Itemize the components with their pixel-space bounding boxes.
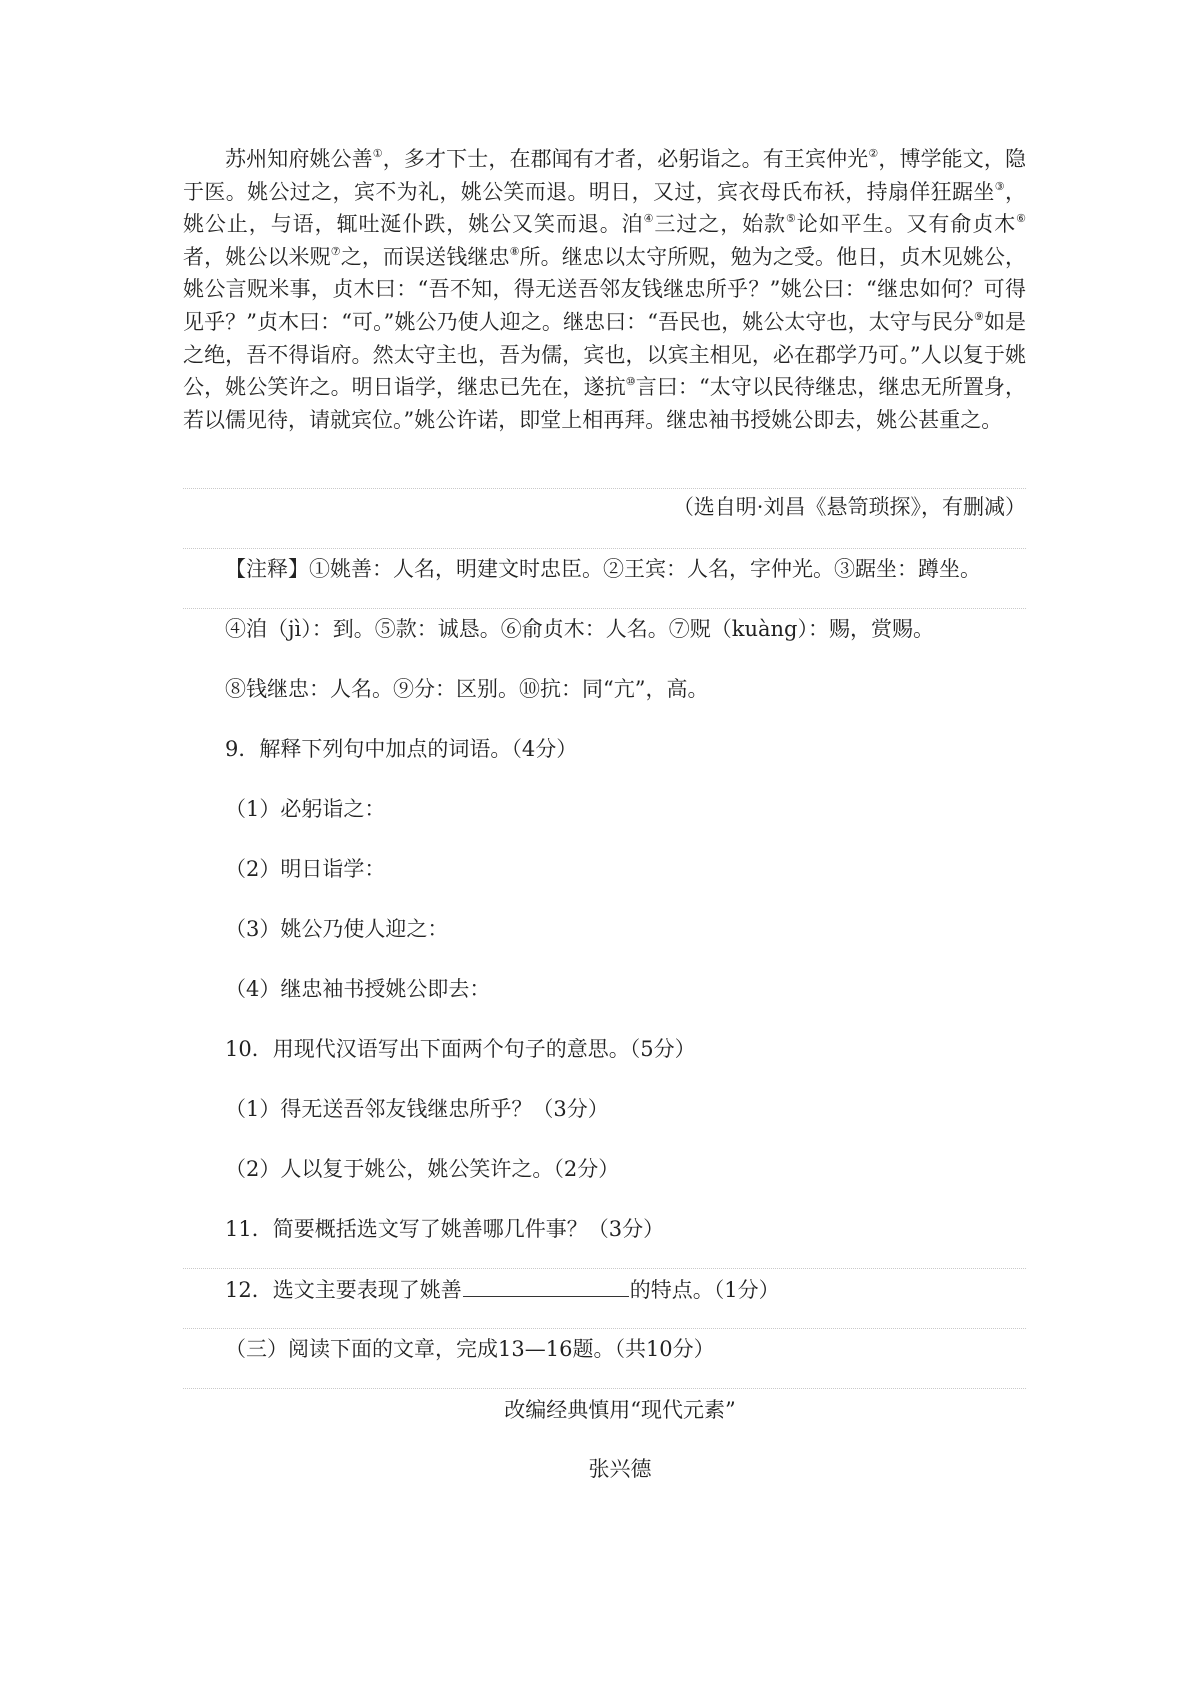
passage-text: ，博学能文，隐于医。姚公过之，宾不为礼，姚公笑而退。明日，又过，宾衣母氏布袄，持扇佯狂踞坐 <box>183 147 1027 204</box>
article-title: 改编经典慎用“现代元素” <box>504 1398 736 1422</box>
passage-text: 如是之绝，吾不得诣府。然太守主也，吾为儒，宾也，以宾主相见，必在郡学乃可。”人以复于姚公，姚公笑许之。明日诣学，继忠已先在，遂抗 <box>183 309 1027 400</box>
annotation-line-2: ④洎（jì）：到。⑤款：诚恳。⑥俞贞木：人名。⑦贶（kuàng）：赐，赏赐。 <box>225 617 934 641</box>
footnote-marker: ⑨ <box>974 309 984 323</box>
annotation-line-3: ⑧钱继忠：人名。⑨分：区别。⑩抗：同“亢”，高。 <box>225 677 709 701</box>
dotted-divider <box>183 1388 1026 1389</box>
passage-paragraph <box>183 143 1026 436</box>
passage-text: ，姚公止，与语，辄吐涎仆跌，姚公又笑而退。洎 <box>183 179 1026 237</box>
question-9-title: 9．解释下列句中加点的词语。（4分） <box>225 737 578 761</box>
dotted-divider <box>183 488 1026 489</box>
footnote-marker: ⑦ <box>330 244 341 258</box>
question-12-prefix: 12．选文主要表现了姚善 <box>225 1278 462 1302</box>
question-9-item-4: （4）继忠袖书授姚公即去： <box>225 977 491 1001</box>
footnote-marker: ① <box>372 147 383 160</box>
passage-text: 言曰：“太守以民待继忠，继忠无所置身，若以儒见待，请就宾位。”姚公许诺，即堂上相再拜。继忠袖书授姚公即去，姚公甚重之。 <box>183 375 1026 432</box>
question-12-suffix: 的特点。（1分） <box>629 1278 780 1302</box>
question-12 <box>225 1276 780 1303</box>
footnote-marker: ⑥ <box>1016 212 1026 226</box>
question-10-item-1: （1）得无送吾邻友钱继忠所乎？（3分） <box>225 1097 609 1121</box>
article-author: 张兴德 <box>588 1457 652 1481</box>
question-9-item-1: （1）必躬诣之： <box>225 797 386 821</box>
passage-text: 论如平生。又有俞贞木 <box>796 212 1017 237</box>
passage-text: 三过之，始款 <box>654 212 786 237</box>
question-9-item-2: （2）明日诣学： <box>225 857 386 881</box>
classical-passage <box>183 143 1026 436</box>
footnote-marker: ② <box>868 147 879 160</box>
source-citation: （选自明·刘昌《悬笥琐探》，有删减） <box>672 495 1026 519</box>
dotted-divider <box>183 1328 1026 1329</box>
footnote-marker: ⑩ <box>625 375 636 389</box>
footnote-marker: ⑤ <box>786 212 797 226</box>
dotted-divider <box>183 548 1026 549</box>
answer-blank <box>463 1276 629 1297</box>
question-10-item-2: （2）人以复于姚公，姚公笑许之。（2分） <box>225 1157 620 1181</box>
question-10-title: 10．用现代汉语写出下面两个句子的意思。（5分） <box>225 1037 696 1061</box>
question-11: 11．简要概括选文写了姚善哪几件事？（3分） <box>225 1217 665 1241</box>
question-9-item-3: （3）姚公乃使人迎之： <box>225 917 449 941</box>
dotted-divider <box>183 608 1026 609</box>
section-3-heading: （三）阅读下面的文章，完成13—16题。（共10分） <box>225 1337 715 1361</box>
footnote-marker: ④ <box>643 212 655 226</box>
passage-text: 所。继忠以太守所贶，勉为之受。他日，贞木见姚公，姚公言贶米事，贞木曰：“吾不知，得无送吾邻友钱继忠所乎？”姚公曰：“继忠如何？可得见乎？”贞木曰：“可。”姚公乃使人迎之。继忠曰：“吾民也，姚公太守也，太守与民分 <box>183 244 1026 334</box>
footnote-marker: ③ <box>994 179 1005 193</box>
annotation-line-1: 【注释】①姚善：人名，明建文时忠臣。②王宾：人名，字仲光。③踞坐：蹲坐。 <box>225 557 981 581</box>
passage-text: ，多才下士，在郡闻有才者，必躬诣之。有王宾仲光 <box>382 147 869 171</box>
passage-text: 之，而误送钱继忠 <box>340 244 510 269</box>
passage-text: 苏州知府姚公善 <box>225 147 373 171</box>
dotted-divider <box>183 1268 1026 1269</box>
passage-text: 者，姚公以米贶 <box>183 244 331 269</box>
footnote-marker: ⑧ <box>509 244 520 258</box>
